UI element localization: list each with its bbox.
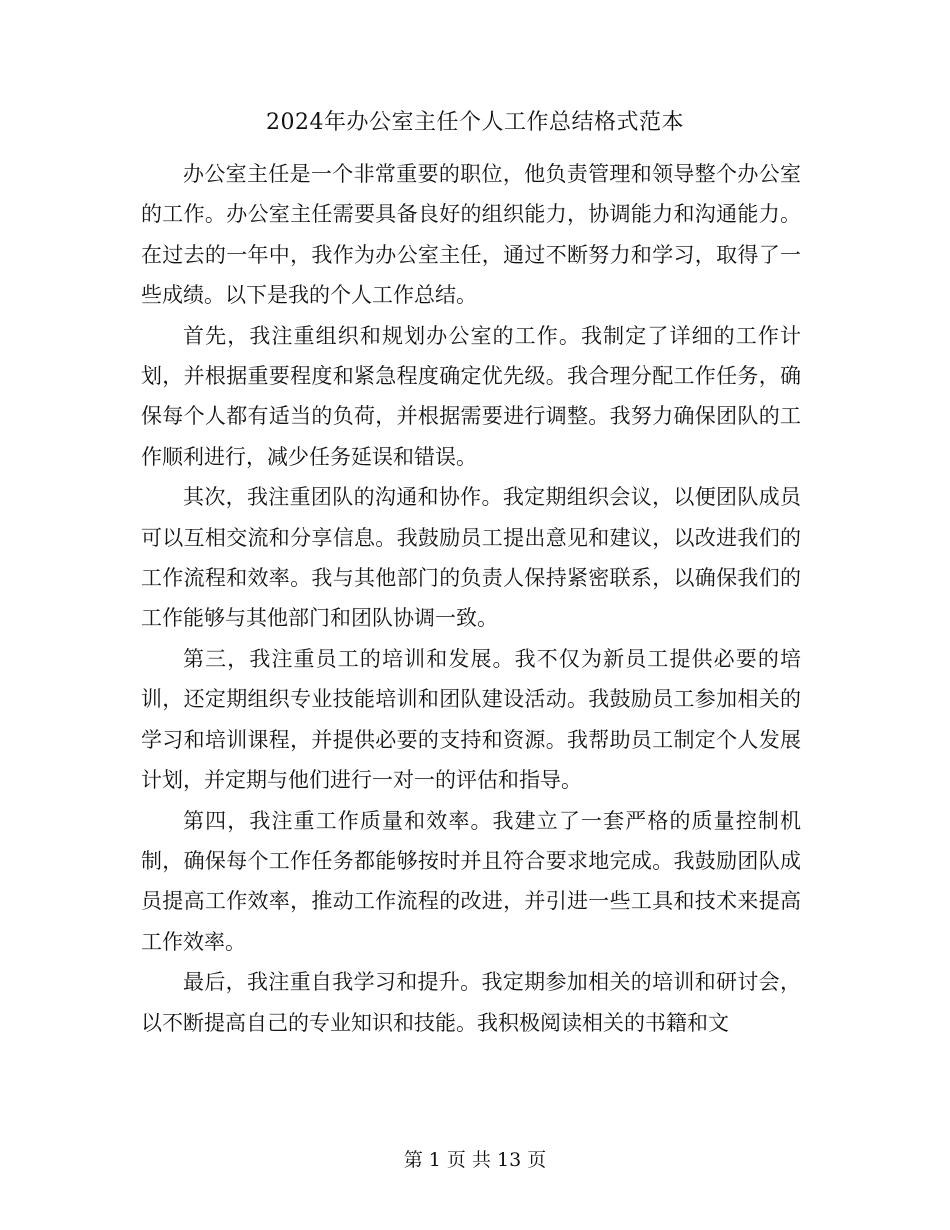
paragraph: 其次，我注重团队的沟通和协作。我定期组织会议，以便团队成员可以互相交流和分享信息。我鼓励员工提出意见和建议，以改进我们的工作流程和效率。我与其他部门的负责人保持紧密联系，以确保我们的工作能够与其他部门和团队协调一致。 [141,485,801,631]
paragraph: 办公室主任是一个非常重要的职位，他负责管理和领导整个办公室的工作。办公室主任需要具备良好的组织能力，协调能力和沟通能力。在过去的一年中，我作为办公室主任，通过不断努力和学习，取得了一些成绩。以下是我的个人工作总结。 [141,162,801,308]
paragraph: 首先，我注重组织和规划办公室的工作。我制定了详细的工作计划，并根据重要程度和紧急程度确定优先级。我合理分配工作任务，确保每个人都有适当的负荷，并根据需要进行调整。我努力确保团队的工作顺利进行，减少任务延误和错误。 [141,323,801,469]
document-title: 2024年办公室主任个人工作总结格式范本 [266,110,684,135]
page-number-footer: 第 1 页 共 13 页 [403,1149,547,1171]
paragraph: 第四，我注重工作质量和效率。我建立了一套严格的质量控制机制，确保每个工作任务都能够按时并且符合要求地完成。我鼓励团队成员提高工作效率，推动工作流程的改进，并引进一些工具和技术来提高工作效率。 [141,808,801,954]
document-body [141,154,801,1043]
paragraph: 最后，我注重自我学习和提升。我定期参加相关的培训和研讨会，以不断提高自己的专业知识和技能。我积极阅读相关的书籍和文 [141,970,801,1035]
paragraph: 第三，我注重员工的培训和发展。我不仅为新员工提供必要的培训，还定期组织专业技能培训和团队建设活动。我鼓励员工参加相关的学习和培训课程，并提供必要的支持和资源。我帮助员工制定个人发展计划，并定期与他们进行一对一的评估和指导。 [141,646,801,793]
